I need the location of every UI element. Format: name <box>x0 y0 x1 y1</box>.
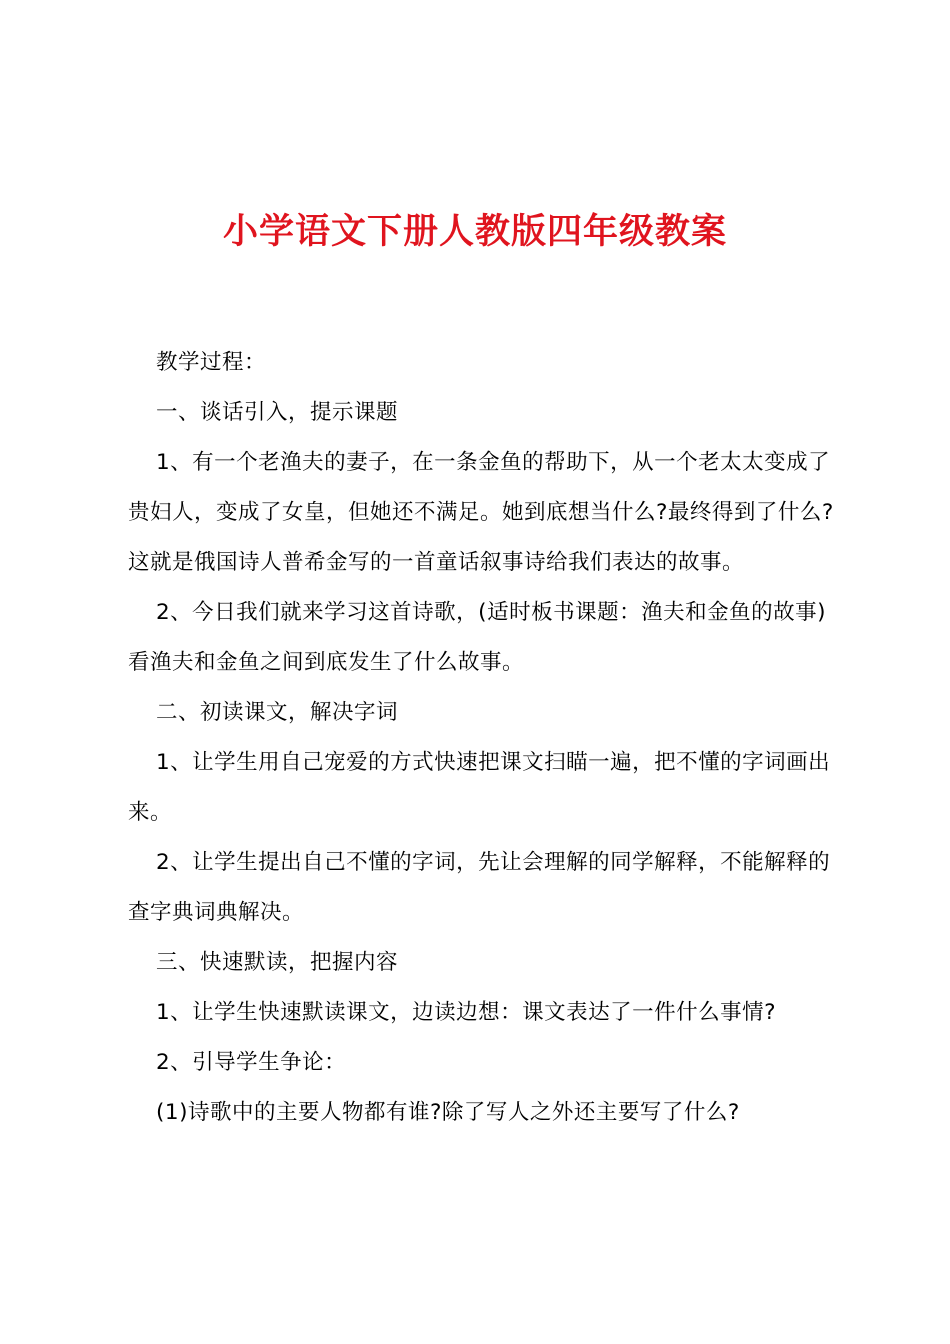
paragraph-intro-1: 1、有一个老渔夫的妻子，在一条金鱼的帮助下，从一个老太太变成了贵妇人，变成了女皇，但她还不满足。她到底想当什么?最终得到了什么?这就是俄国诗人普希金写的一首童话叙事诗给我们表达的故事。 <box>128 450 834 575</box>
paragraph-process-heading: 教学过程： <box>156 350 267 375</box>
paragraph-reading-1: 1、让学生用自己宠爱的方式快速把课文扫瞄一遍，把不懂的字词画出来。 <box>128 750 831 825</box>
paragraph-section-three-heading: 三、快速默读，把握内容 <box>156 950 399 975</box>
paragraph-silent-reading-1: 1、让学生快速默读课文，边读边想：课文表达了一件什么事情? <box>156 1000 777 1025</box>
paragraph-reading-2: 2、让学生提出自己不懂的字词，先让会理解的同学解释，不能解释的查字典词典解决。 <box>128 850 831 925</box>
paragraph-section-two-heading: 二、初读课文，解决字词 <box>156 700 399 725</box>
paragraph-discussion-question-1: (1)诗歌中的主要人物都有谁?除了写人之外还主要写了什么? <box>156 1100 740 1125</box>
document-body <box>128 338 836 1138</box>
paragraph-intro-2: 2、今日我们就来学习这首诗歌，(适时板书课题：渔夫和金鱼的故事)看渔夫和金鱼之间到底发生了什么故事。 <box>128 600 826 675</box>
paragraph-silent-reading-2: 2、引导学生争论： <box>156 1050 347 1075</box>
paragraph-section-one-heading: 一、谈话引入，提示课题 <box>156 400 399 425</box>
document-title: 小学语文下册人教版四年级教案 <box>222 211 727 252</box>
